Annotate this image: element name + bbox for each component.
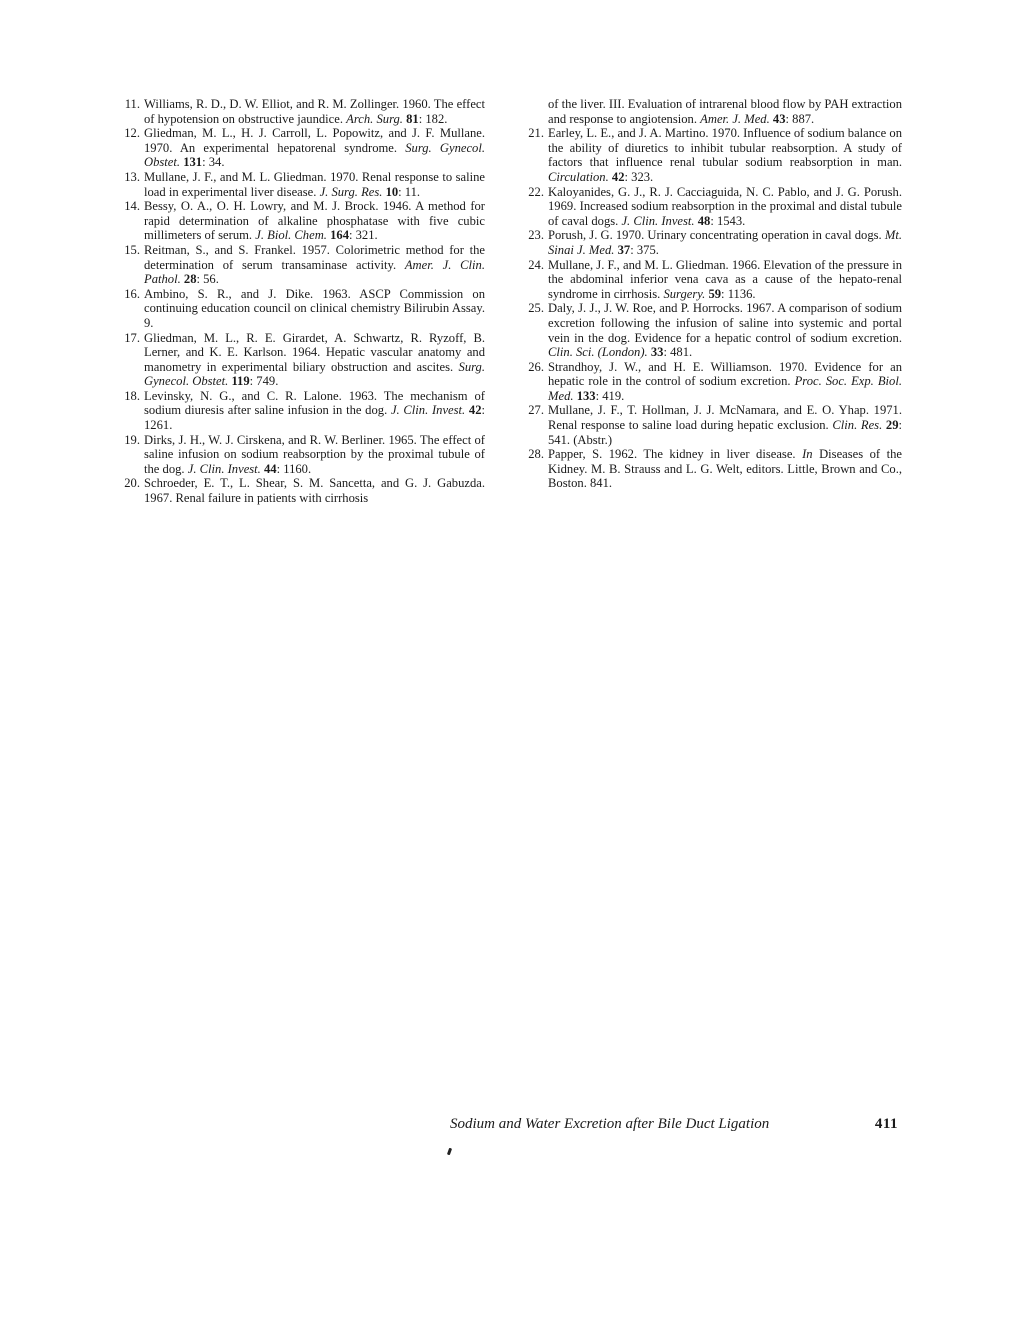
reference-segment: : 541. (Abstr.) bbox=[548, 418, 903, 447]
reference-number: 26. bbox=[528, 359, 544, 374]
page-number: 411 bbox=[874, 1116, 898, 1132]
reference-number: 15. bbox=[124, 242, 140, 257]
reference-number: 19. bbox=[124, 432, 140, 447]
reference-segment: Schroeder, E. T., L. Shear, S. M. Sancetta, and G. J. Gabuzda. 1967. Renal failure in patients with cirrhosis bbox=[144, 476, 485, 506]
reference-number: 23. bbox=[528, 228, 544, 243]
journal-title: Clin. Res. bbox=[832, 418, 883, 433]
reference-list-left-column bbox=[118, 97, 485, 506]
running-title: Sodium and Water Excretion after Bile Duct Ligation bbox=[450, 1116, 770, 1132]
reference-segment: Williams, R. D., D. W. Elliot, and R. M. Zollinger. 1960. The effect of hypotension on obstructive jaundice. bbox=[144, 97, 485, 126]
reference-segment: Mullane, J. F., T. Hollman, J. J. McNamara, and E. O. Yhap. 1971. Renal response to saline load during hepatic exclusion. bbox=[548, 403, 902, 433]
volume-number: 48 bbox=[697, 213, 711, 228]
reference-segment: : 11. bbox=[398, 184, 421, 199]
journal-title: Mt. Sinai J. Med. bbox=[548, 228, 902, 257]
journal-title: Surgery. bbox=[663, 286, 706, 301]
reference-entry bbox=[118, 331, 485, 389]
reference-entry bbox=[522, 97, 902, 126]
reference-entry bbox=[118, 97, 485, 126]
reference-number: 27. bbox=[528, 403, 544, 418]
journal-title: J. Clin. Invest. bbox=[390, 403, 466, 418]
page-footer bbox=[440, 1116, 902, 1138]
reference-segment: Mullane, J. F., and M. L. Gliedman. 1970. Renal response to saline load in experimental liver disease. bbox=[144, 169, 485, 199]
reference-text bbox=[548, 228, 902, 257]
reference-segment: Earley, L. E., and J. A. Martino. 1970. Influence of sodium balance on the ability of diuretics to inhibit tubular reabsorption. A study of factors that influence renal tubular sodium reabsorption in man. bbox=[548, 126, 902, 170]
reference-text bbox=[548, 258, 902, 302]
reference-segment: : 1136. bbox=[721, 286, 756, 301]
journal-title: Surg. Gynecol. Obstet. bbox=[144, 140, 485, 170]
reference-segment: : 1160. bbox=[276, 461, 312, 476]
reference-entry bbox=[522, 447, 902, 491]
reference-segment: : 321. bbox=[348, 228, 378, 243]
volume-number: 10 bbox=[385, 184, 399, 199]
reference-entry bbox=[118, 126, 485, 170]
reference-segment: : 1261. bbox=[144, 403, 485, 433]
reference-entry bbox=[118, 199, 485, 243]
reference-segment: : 182. bbox=[418, 111, 448, 126]
reference-segment: : 56. bbox=[196, 272, 219, 287]
reference-text bbox=[548, 447, 902, 491]
reference-segment: : 375. bbox=[630, 242, 659, 257]
volume-number: 81 bbox=[406, 111, 419, 126]
reference-segment: Papper, S. 1962. The kidney in liver disease. bbox=[548, 447, 803, 462]
reference-segment: : 419. bbox=[595, 388, 625, 403]
reference-number: 11. bbox=[124, 97, 140, 111]
reference-text bbox=[548, 185, 902, 229]
volume-number: 43 bbox=[772, 111, 786, 126]
volume-number: 42 bbox=[611, 169, 625, 184]
reference-entry bbox=[522, 360, 902, 404]
journal-title: Surg. Gynecol. Obstet. bbox=[144, 359, 485, 389]
reference-text bbox=[548, 360, 902, 404]
reference-entry bbox=[118, 287, 485, 331]
journal-title: J. Surg. Res. bbox=[319, 184, 383, 199]
reference-text bbox=[548, 301, 902, 359]
reference-number: 25. bbox=[528, 301, 544, 316]
reference-entry bbox=[118, 389, 485, 433]
volume-number: 131 bbox=[183, 155, 203, 170]
reference-text bbox=[548, 403, 902, 447]
reference-text bbox=[144, 433, 485, 477]
reference-segment: : 481. bbox=[663, 345, 693, 360]
reference-number: 21. bbox=[528, 126, 544, 141]
reference-segment: : 34. bbox=[202, 155, 225, 170]
reference-text bbox=[548, 126, 902, 184]
reference-number: 28. bbox=[528, 447, 544, 462]
reference-segment: : 749. bbox=[249, 374, 279, 389]
reference-segment: Mullane, J. F., and M. L. Gliedman. 1966. Elevation of the pressure in the abdominal inferior vena cava as a cause of the hepato-renal syndrome in cirrhosis. bbox=[548, 257, 902, 301]
volume-number: 164 bbox=[330, 228, 349, 243]
reference-segment: Gliedman, M. L., H. J. Carroll, L. Popowitz, and J. F. Mullane. 1970. An experimental hepatorenal syndrome. bbox=[144, 126, 485, 155]
reference-segment: : 323. bbox=[624, 169, 654, 184]
reference-list-right-column bbox=[522, 97, 902, 491]
journal-title: Clin. Sci. (London). bbox=[548, 345, 648, 360]
volume-number: 42 bbox=[468, 403, 482, 418]
reference-number: 12. bbox=[124, 126, 140, 141]
reference-text bbox=[144, 97, 485, 126]
journal-title: Amer. J. Clin. Pathol. bbox=[144, 257, 485, 287]
journal-title: Arch. Surg. bbox=[346, 111, 403, 126]
reference-number: 17. bbox=[124, 330, 140, 345]
reference-number: 24. bbox=[528, 257, 544, 272]
reference-segment: Diseases of the Kidney. M. B. Strauss and L. G. Welt, editors. Little, Brown and Co., Boston. 841. bbox=[548, 447, 903, 491]
reference-entry bbox=[522, 403, 902, 447]
reference-text bbox=[144, 243, 485, 287]
journal-title: J. Clin. Invest. bbox=[621, 213, 695, 228]
reference-segment: Strandhoy, J. W., and H. E. Williamson. 1970. Evidence for an hepatic role in the control of sodium excretion. bbox=[548, 359, 902, 389]
reference-number: 18. bbox=[124, 388, 140, 403]
journal-title: J. Clin. Invest. bbox=[187, 461, 261, 476]
volume-number: 119 bbox=[231, 374, 250, 389]
reference-text bbox=[144, 170, 485, 199]
journal-title: Amer. J. Med. bbox=[700, 111, 770, 126]
reference-text bbox=[144, 287, 485, 331]
reference-entry bbox=[522, 301, 902, 359]
reference-segment: Dirks, J. H., W. J. Cirskena, and R. W. Berliner. 1965. The effect of saline infusion on sodium reabsorption by the proximal tubule of the dog. bbox=[144, 432, 485, 476]
reference-segment: Daly, J. J., J. W. Roe, and P. Horrocks. 1967. A comparison of sodium excretion following the infusion of saline into systemic and portal vein in the dog. Evidence for a hepatic control of sodium excretion. bbox=[548, 301, 902, 345]
reference-entry bbox=[522, 185, 902, 229]
reference-segment: Reitman, S., and S. Frankel. 1957. Colorimetric method for the determination of serum transaminase activity. bbox=[144, 242, 485, 272]
reference-segment: : 1543. bbox=[710, 213, 746, 228]
reference-text bbox=[548, 97, 902, 126]
reference-text bbox=[144, 476, 485, 505]
reference-number: 20. bbox=[124, 476, 140, 491]
reference-text bbox=[144, 126, 485, 170]
volume-number: 59 bbox=[708, 286, 722, 301]
journal-title: Circulation. bbox=[548, 169, 609, 184]
reference-segment: Porush, J. G. 1970. Urinary concentrating operation in caval dogs. bbox=[548, 228, 885, 243]
journal-title: J. Biol. Chem. bbox=[255, 228, 327, 243]
reference-segment: Kaloyanides, G. J., R. J. Cacciaguida, N. C. Pablo, and J. G. Porush. 1969. Increased sodium reabsorption in the proximal and distal tubule of caval dogs. bbox=[548, 184, 902, 228]
reference-segment: Gliedman, M. L., R. E. Girardet, A. Schwartz, R. Ryzoff, B. Lerner, and K. E. Karlson. 1964. Hepatic vascular anatomy and manometry in experimental biliary obstruction and ascites. bbox=[144, 330, 485, 374]
reference-entry bbox=[522, 228, 902, 257]
volume-number: 29 bbox=[885, 418, 899, 433]
reference-text bbox=[144, 389, 485, 433]
reference-number: 13. bbox=[124, 169, 140, 184]
reference-number: 22. bbox=[528, 184, 544, 199]
reference-segment: Ambino, S. R., and J. Dike. 1963. ASCP Commission on continuing education council on clinical chemistry Bilirubin Assay. 9. bbox=[144, 286, 485, 330]
ink-speck bbox=[447, 1148, 452, 1156]
reference-text bbox=[144, 199, 485, 243]
volume-number: 28 bbox=[183, 272, 197, 287]
reference-segment: of the liver. III. Evaluation of intrarenal blood flow by PAH extraction and response to angiotension. bbox=[548, 97, 902, 126]
reference-number: 14. bbox=[124, 199, 140, 214]
volume-number: 133 bbox=[576, 388, 596, 403]
reference-entry bbox=[118, 476, 485, 505]
journal-title: Proc. Soc. Exp. Biol. Med. bbox=[548, 374, 902, 403]
reference-segment: : 887. bbox=[785, 111, 815, 126]
reference-segment: Levinsky, N. G., and C. R. Lalone. 1963. The mechanism of sodium diuresis after saline infusion in the dog. bbox=[144, 388, 485, 418]
reference-entry bbox=[118, 433, 485, 477]
reference-text bbox=[144, 331, 485, 389]
reference-entry bbox=[118, 243, 485, 287]
reference-number: 16. bbox=[124, 286, 140, 301]
reference-entry bbox=[118, 170, 485, 199]
volume-number: 44 bbox=[264, 461, 277, 476]
reference-segment: Bessy, O. A., O. H. Lowry, and M. J. Brock. 1946. A method for rapid determination of alkaline phosphatase with five cubic millimeters of serum. bbox=[144, 199, 485, 243]
reference-entry bbox=[522, 258, 902, 302]
volume-number: 37 bbox=[617, 242, 631, 257]
journal-title: In bbox=[802, 447, 813, 462]
reference-entry bbox=[522, 126, 902, 184]
volume-number: 33 bbox=[650, 345, 664, 360]
